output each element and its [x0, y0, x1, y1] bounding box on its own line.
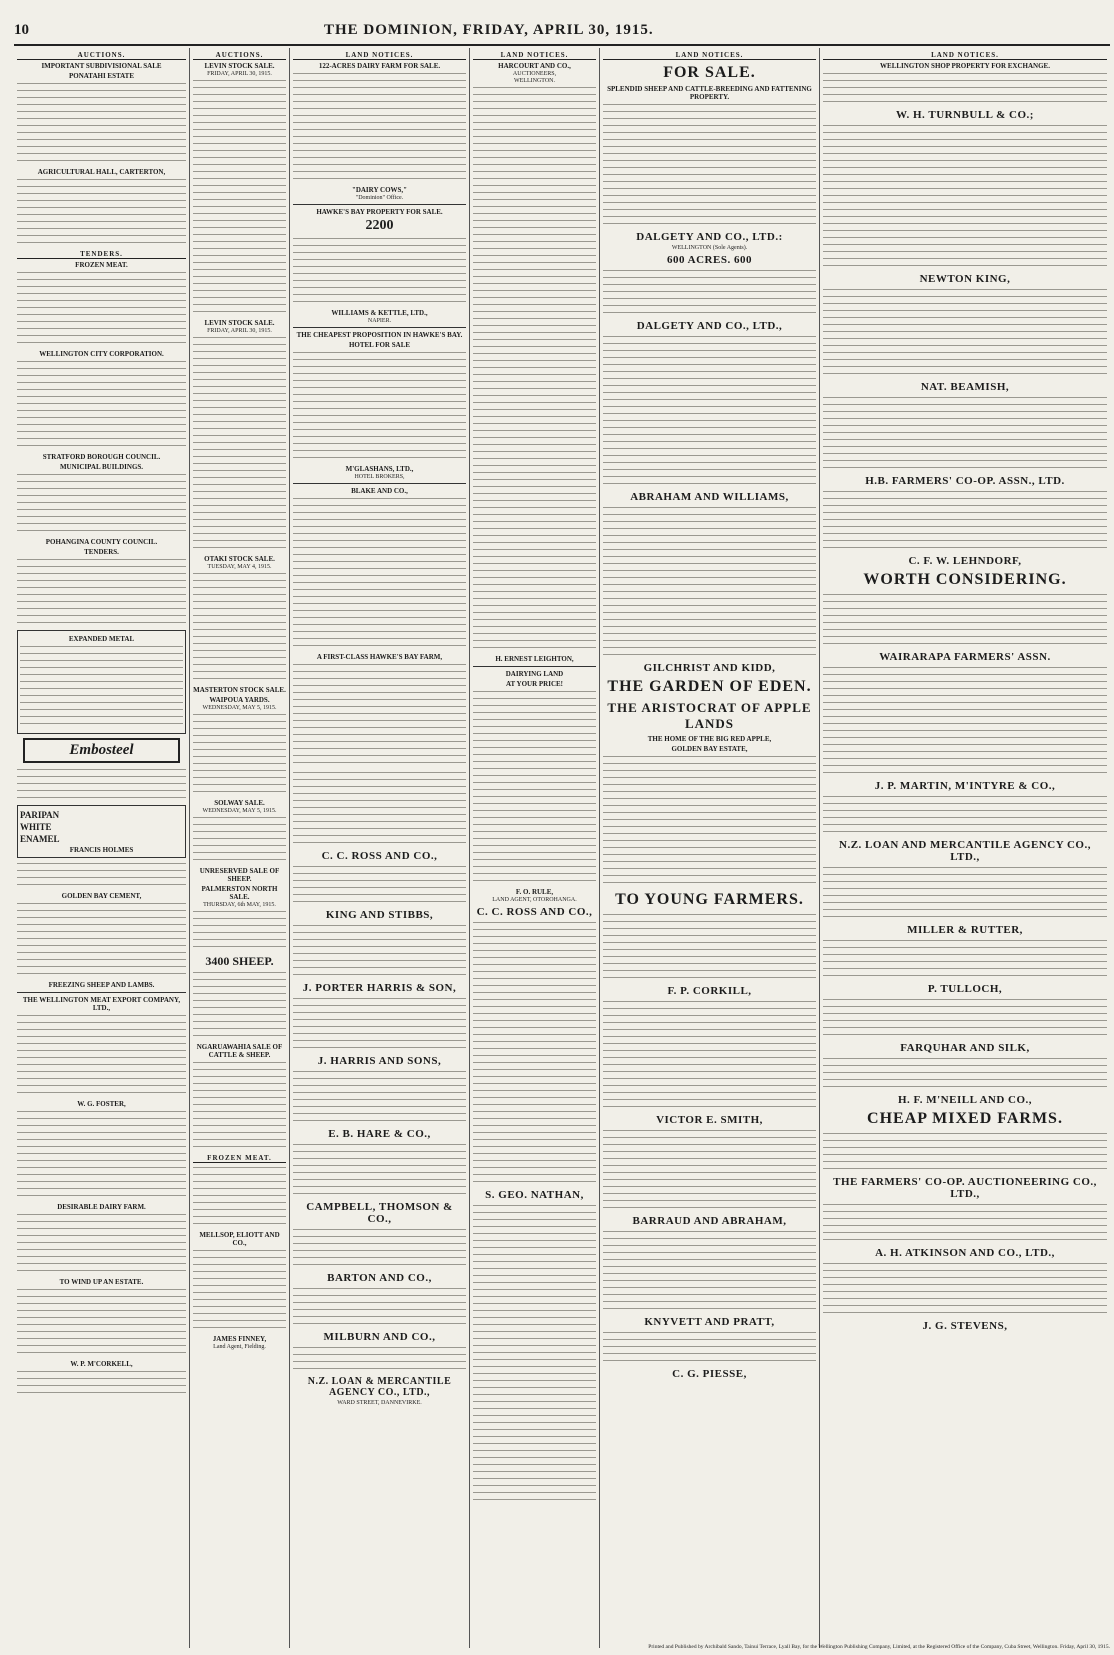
ad-date: FRIDAY, APRIL 30, 1915.: [207, 71, 272, 77]
ad-heading: H.B. FARMERS' CO-OP. ASSN., LTD.: [865, 475, 1065, 487]
ad-heading: E. B. HARE & CO.,: [328, 1128, 431, 1140]
ad-text: [17, 1109, 186, 1200]
ad-text: [193, 335, 286, 552]
ad-text: [193, 909, 286, 951]
section-heading: LAND NOTICES.: [823, 51, 1107, 60]
section-heading: LAND NOTICES.: [603, 51, 816, 60]
ad-text: [603, 268, 816, 317]
ad-heading: LEVIN STOCK SALE.: [204, 62, 275, 70]
ad-heading: PALMERSTON NORTH SALE.: [201, 885, 278, 901]
ad-text: [193, 571, 286, 683]
imprint: Printed and Published by Archibald Sando, Tainui Terrace, Lyall Bay, for the Wellington Publishing Company, Limited, at the Registered Office of the Company, Cuba Street, Wellington. Friday, April 30, 1915.: [648, 1644, 1110, 1650]
ad-text: [293, 864, 466, 906]
ad-heading: HOTEL FOR SALE: [348, 341, 411, 349]
ad-heading: N.Z. LOAN & MERCANTILE AGENCY CO., LTD.,: [307, 1376, 452, 1398]
ad-heading: C. F. W. LEHNDORF,: [908, 555, 1022, 567]
ad-text: [17, 472, 186, 535]
ad-text: [823, 665, 1107, 777]
ad-heading: A FIRST-CLASS HAWKE'S BAY FARM,: [316, 653, 443, 661]
ad-text: [603, 334, 816, 488]
ad-text-line: "Dominion" Office.: [355, 195, 404, 201]
ad-text: [823, 938, 1107, 980]
ad-heading: M'GLASHANS, LTD.,: [345, 465, 414, 473]
ad-text: [293, 350, 466, 462]
ad-text: [823, 997, 1107, 1039]
ad-text: [20, 644, 183, 728]
ad-heading: MILBURN AND CO.,: [323, 1331, 436, 1343]
divider: [293, 204, 466, 205]
ad-heading: LEVIN STOCK SALE.: [204, 319, 275, 327]
ad-heading: BLAKE AND CO.,: [351, 487, 408, 495]
ad-text: [603, 1128, 816, 1212]
page-number: 10: [14, 22, 29, 38]
column-land-notices-1: [290, 48, 470, 1648]
ad-heading: H. ERNEST LEIGHTON,: [495, 655, 574, 663]
ad-heading: FROZEN MEAT.: [75, 261, 128, 269]
ad-text: [293, 71, 466, 183]
ad-heading: W. H. TURNBULL & CO.;: [896, 109, 1034, 121]
ad-heading: STRATFORD BOROUGH COUNCIL.: [42, 453, 161, 461]
ad-heading: GOLDEN BAY ESTATE,: [671, 745, 748, 753]
ad-text: [473, 689, 596, 885]
ad-heading: THE FARMERS' CO-OP. AUCTIONEERING CO., LTD.,: [833, 1176, 1097, 1200]
ad-heading: TO YOUNG FARMERS.: [615, 891, 804, 908]
ad-text: [293, 1227, 466, 1269]
ad-text: [17, 1212, 186, 1275]
ad-heading: CAMPBELL, THOMSON & CO.,: [306, 1201, 453, 1225]
paripan-ad: [17, 805, 186, 858]
ad-text-line: WARD STREET, DANNEVIRKE.: [337, 1400, 422, 1406]
ad-text: [293, 496, 466, 650]
ad-text: [293, 1142, 466, 1198]
ad-heading: W. P. M'CORKELL,: [70, 1360, 133, 1368]
ad-heading: SPLENDID SHEEP AND CATTLE-BREEDING AND FATTENING PROPERTY.: [607, 85, 812, 101]
ad-heading: NGARUAWAHIA SALE OF CATTLE & SHEEP.: [196, 1043, 283, 1059]
ad-text: [823, 592, 1107, 648]
ad-heading: F. P. CORKILL,: [667, 985, 752, 997]
ad-heading: J. HARRIS AND SONS,: [317, 1055, 442, 1067]
column-land-notices-2: [470, 48, 600, 1648]
ad-text: [193, 815, 286, 864]
ad-heading: TENDERS.: [84, 548, 119, 556]
ad-heading: J. P. MARTIN, M'INTYRE & CO.,: [874, 780, 1056, 792]
ad-text: [193, 712, 286, 796]
ad-heading: FARQUHAR AND SILK,: [900, 1042, 1030, 1054]
ad-heading: WELLINGTON SHOP PROPERTY FOR EXCHANGE.: [880, 62, 1050, 70]
masthead-title: THE DOMINION, FRIDAY, APRIL 30, 1915.: [324, 22, 654, 38]
ad-heading: C. G. PIESSE,: [672, 1368, 747, 1380]
ad-heading: N.Z. LOAN AND MERCANTILE AGENCY CO., LTD.,: [839, 839, 1091, 863]
ad-text: [293, 236, 466, 306]
ad-text: [603, 505, 816, 659]
ad-heading: AT YOUR PRICE!: [505, 680, 564, 688]
ad-heading: WHITE: [20, 822, 52, 832]
ad-heading: VICTOR E. SMITH,: [656, 1114, 763, 1126]
ad-heading: TO WIND UP AN ESTATE.: [59, 1278, 144, 1286]
ad-date: TUESDAY, MAY 4, 1915.: [207, 564, 272, 570]
ad-text-line: AUCTIONEERS,: [512, 71, 557, 77]
ad-heading: WAIRARAPA FARMERS' ASSN.: [879, 651, 1051, 663]
ad-heading: CHEAP MIXED FARMS.: [867, 1110, 1063, 1127]
ad-text: [193, 1165, 286, 1228]
ad-heading: 3400 SHEEP.: [205, 954, 274, 968]
ad-text: [293, 1286, 466, 1328]
ad-text: [17, 270, 186, 347]
ad-heading: 122-ACRES DAIRY FARM FOR SALE.: [318, 62, 441, 70]
ad-text: [823, 71, 1107, 106]
ad-heading: MUNICIPAL BUILDINGS.: [59, 463, 144, 471]
ad-text: [293, 770, 466, 847]
ad-text-line: LAND AGENT, OTOROHANGA.: [492, 897, 577, 903]
column-land-notices-4: [820, 48, 1110, 1648]
ad-text: [17, 861, 186, 889]
divider: [473, 666, 596, 667]
ad-heading: JAMES FINNEY,: [212, 1335, 267, 1343]
ad-heading: MASTERTON STOCK SALE.: [193, 686, 286, 694]
ad-text-line: WELLINGTON.: [513, 78, 556, 84]
ad-text: [17, 901, 186, 978]
ad-text: [293, 1069, 466, 1125]
ad-text: [193, 78, 286, 316]
columns: [14, 48, 1110, 1648]
ad-box: [17, 630, 186, 734]
ad-heading: DESIRABLE DAIRY FARM.: [57, 1203, 146, 1211]
ad-heading: A. H. ATKINSON AND CO., LTD.,: [875, 1247, 1055, 1259]
ad-text: [823, 794, 1107, 836]
divider: [293, 327, 466, 328]
ad-text: [473, 920, 596, 1186]
divider: [17, 992, 186, 993]
ad-heading: GOLDEN BAY CEMENT,: [61, 892, 142, 900]
ad-text-line: NAPIER.: [367, 318, 392, 324]
ad-heading: J. PORTER HARRIS & SON,: [302, 982, 457, 994]
ad-text: [603, 1229, 816, 1313]
ad-heading: PONATAHI ESTATE: [68, 72, 135, 80]
ad-heading: THE GARDEN OF EDEN.: [607, 678, 812, 695]
ad-text: [473, 85, 596, 652]
ad-heading: IMPORTANT SUBDIVISIONAL SALE: [41, 62, 162, 70]
ad-heading: ABRAHAM AND WILLIAMS,: [630, 491, 789, 503]
section-heading: LAND NOTICES.: [473, 51, 596, 60]
ad-heading: GILCHRIST AND KIDD,: [643, 662, 776, 674]
ad-text: [293, 996, 466, 1052]
ad-text: [193, 1248, 286, 1332]
ad-text: [17, 177, 186, 247]
ad-heading: WAIPOUA YARDS.: [209, 696, 270, 704]
ad-text: [17, 359, 186, 450]
ad-text: [823, 1056, 1107, 1091]
column-auctions: [14, 48, 190, 1648]
ad-date: FRIDAY, APRIL 30, 1915.: [207, 328, 272, 334]
ad-text: [17, 1369, 186, 1397]
section-heading: LAND NOTICES.: [293, 51, 466, 60]
ad-heading: THE HOME OF THE BIG RED APPLE,: [647, 735, 772, 743]
ad-heading: 600 ACRES. 600: [667, 254, 752, 266]
ad-text: [193, 1060, 286, 1151]
ad-heading: SOLWAY SALE.: [214, 799, 265, 807]
section-heading: TENDERS.: [17, 250, 186, 259]
ad-text: [17, 767, 186, 802]
ad-text: [17, 557, 186, 627]
ad-heading: WELLINGTON CITY CORPORATION.: [39, 350, 164, 358]
ad-text: [603, 912, 816, 982]
ad-date: WEDNESDAY, MAY 5, 1915.: [202, 808, 277, 814]
ad-text: [823, 123, 1107, 270]
ad-heading: C. C. ROSS AND CO.,: [476, 906, 593, 918]
ad-text: [473, 1203, 596, 1503]
ad-text: [823, 1261, 1107, 1317]
ad-heading: THE CHEAPEST PROPOSITION IN HAWKE'S BAY.: [296, 331, 463, 339]
ad-heading: FRANCIS HOLMES: [69, 846, 134, 854]
embosteel-logo: Embosteel: [23, 738, 180, 763]
ad-heading: THE WELLINGTON MEAT EXPORT COMPANY, LTD.,: [22, 996, 181, 1012]
ad-heading: C. C. ROSS AND CO.,: [321, 850, 438, 862]
ad-heading: EXPANDED METAL: [68, 635, 135, 643]
ad-text: [823, 395, 1107, 472]
ad-text: [823, 865, 1107, 921]
ad-heading: NEWTON KING,: [919, 273, 1011, 285]
ad-heading: OTAKI STOCK SALE.: [204, 555, 275, 563]
ad-heading: THE ARISTOCRAT OF APPLE LANDS: [607, 700, 812, 731]
masthead: [14, 22, 1110, 46]
section-heading: FROZEN MEAT.: [193, 1154, 286, 1163]
column-stock-sales: [190, 48, 290, 1648]
ad-text: [17, 1287, 186, 1357]
ad-text: [823, 287, 1107, 378]
ad-heading: HARCOURT AND CO.,: [498, 62, 571, 70]
ad-heading: POHANGINA COUNTY COUNCIL.: [45, 538, 158, 546]
ad-heading: HAWKE'S BAY PROPERTY FOR SALE.: [316, 208, 443, 216]
ad-heading: UNRESERVED SALE OF SHEEP.: [199, 867, 280, 883]
ad-date: THURSDAY, 6th MAY, 1915.: [203, 902, 276, 908]
ad-text: [603, 102, 816, 228]
ad-text-line: Land Agent, Fielding.: [213, 1344, 266, 1350]
column-land-notices-3: [600, 48, 820, 1648]
ad-heading: ENAMEL: [20, 834, 60, 844]
ad-text: [193, 970, 286, 1040]
ad-heading: W. G. FOSTER,: [77, 1100, 126, 1108]
ad-text-line: HOTEL BROKERS,: [354, 474, 405, 480]
ad-text: [823, 1131, 1107, 1173]
ad-heading: H. F. M'NEILL AND CO.,: [897, 1094, 1033, 1106]
ad-text: [603, 1330, 816, 1365]
ad-heading: BARTON AND CO.,: [327, 1272, 432, 1284]
section-heading: AUCTIONS.: [17, 51, 186, 60]
ad-text: [293, 923, 466, 979]
ad-heading: FREEZING SHEEP AND LAMBS.: [48, 981, 155, 989]
ad-text: [293, 662, 466, 767]
ad-heading: BARRAUD AND ABRAHAM,: [632, 1215, 787, 1227]
ad-heading: J. G. STEVENS,: [922, 1320, 1008, 1332]
ad-heading: AGRICULTURAL HALL, CARTERTON,: [37, 168, 166, 176]
ad-heading: P. TULLOCH,: [927, 983, 1003, 995]
ad-text: [603, 999, 816, 1111]
ad-text: [17, 81, 186, 165]
ad-heading: FOR SALE.: [663, 64, 756, 81]
ad-heading: KING AND STIBBS,: [325, 909, 434, 921]
ad-date: WEDNESDAY, MAY 5, 1915.: [202, 705, 277, 711]
ad-heading: DALGETY AND CO., LTD.:: [636, 231, 783, 243]
ad-text-line: WELLINGTON (Sole Agents).: [671, 245, 748, 251]
ad-heading: MILLER & RUTTER,: [907, 924, 1023, 936]
divider: [293, 483, 466, 484]
ad-heading: WILLIAMS & KETTLE, LTD.,: [331, 309, 428, 317]
ad-heading: DAIRYING LAND: [505, 670, 564, 678]
ad-heading: NAT. BEAMISH,: [920, 381, 1010, 393]
section-heading: AUCTIONS.: [193, 51, 286, 60]
ad-heading: "DAIRY COWS,": [351, 186, 408, 194]
ad-heading: PARIPAN: [20, 810, 60, 820]
ad-acreage: 2200: [365, 218, 394, 233]
ad-text: [823, 489, 1107, 552]
ad-heading: WORTH CONSIDERING.: [863, 571, 1067, 588]
ad-heading: F. O. RULE,: [515, 888, 554, 896]
ad-heading: KNYVETT AND PRATT,: [644, 1316, 775, 1328]
ad-text: [823, 1202, 1107, 1244]
ad-heading: S. GEO. NATHAN,: [485, 1189, 584, 1201]
ad-text: [603, 754, 816, 887]
ad-heading: MELLSOP, ELIOTT AND CO.,: [199, 1231, 280, 1247]
ad-text: [293, 1345, 466, 1373]
ad-heading: DALGETY AND CO., LTD.,: [636, 320, 783, 332]
ad-text: [17, 1013, 186, 1097]
